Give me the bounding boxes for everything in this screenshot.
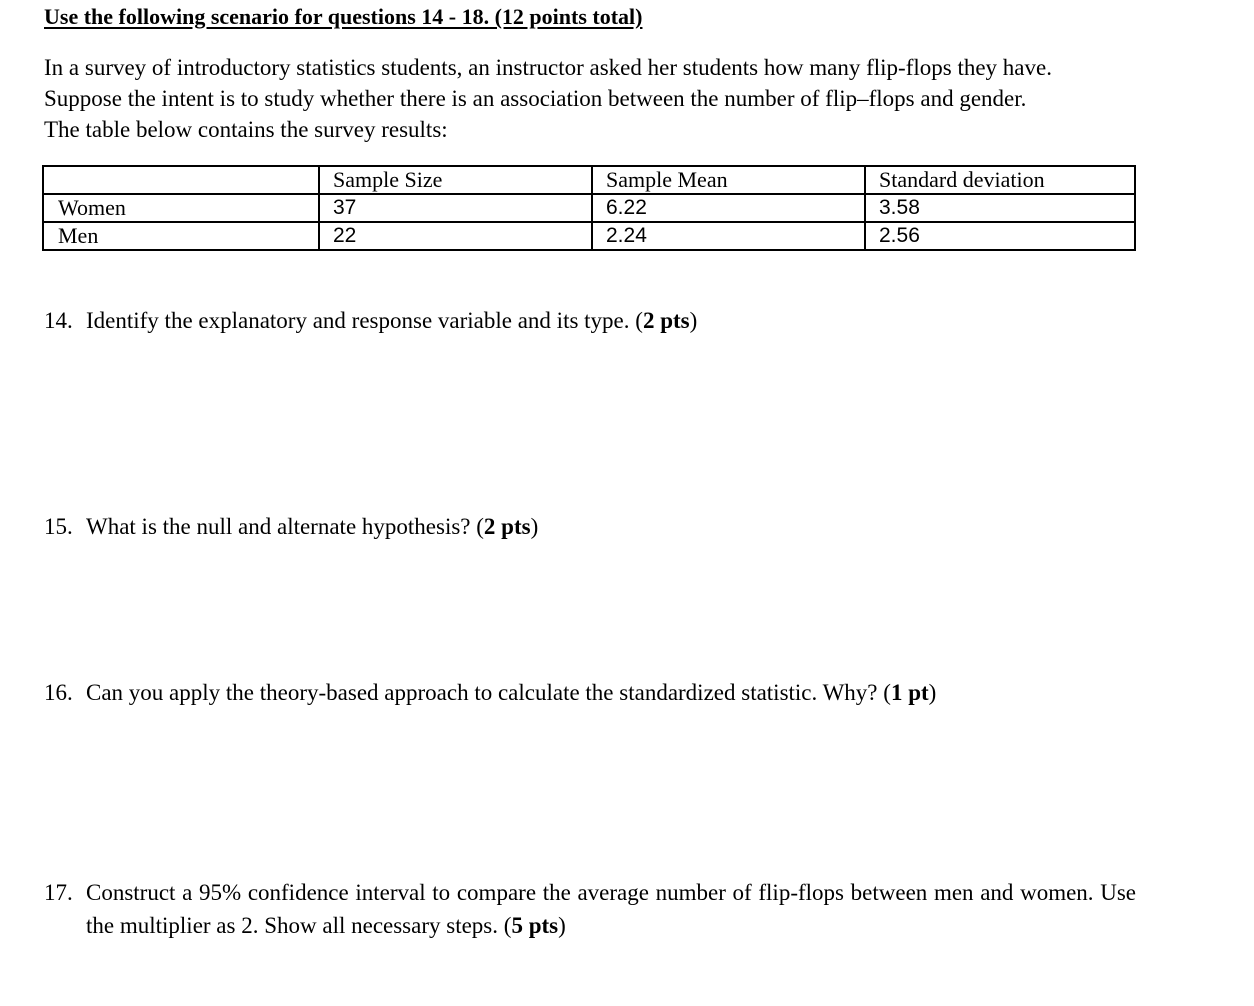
question-14 (44, 304, 1136, 337)
scenario-paragraph (44, 52, 1136, 145)
points-value: 5 pts (511, 913, 559, 938)
question-number: 14. (44, 308, 73, 333)
points-open: ( (476, 514, 484, 539)
question-15 (44, 510, 1136, 543)
row-label: Men (43, 222, 319, 250)
question-number: 15. (44, 514, 73, 539)
survey-results-table (42, 165, 1136, 251)
table-header-cell: Sample Mean (592, 166, 865, 194)
question-prompt: What is the null and alternate hypothesis? (86, 514, 471, 539)
table-header-cell: Standard deviation (865, 166, 1135, 194)
points-close: ) (689, 308, 698, 333)
question-text (44, 304, 1136, 337)
question-text (44, 876, 1136, 942)
points-open: ( (503, 913, 512, 938)
question-16 (44, 676, 1136, 709)
points-value: 1 pt (890, 680, 929, 705)
question-prompt: Construct a 95% confidence interval to compare the average number of flip-flops between men and women. Use the multiplier as 2. Show all necessary steps. (86, 880, 1136, 938)
question-text (44, 510, 1136, 543)
question-text (44, 676, 1136, 709)
points-close: ) (928, 680, 937, 705)
table-header-row (43, 166, 1135, 194)
scenario-line: Suppose the intent is to study whether there is an association between the number of flip–flops and gender. (44, 86, 1027, 111)
scenario-line: In a survey of introductory statistics students, an instructor asked her students how many flip-flops they have. (44, 55, 1052, 80)
points-value: 2 pts (483, 514, 531, 539)
question-points (504, 913, 566, 938)
question-prompt: Can you apply the theory-based approach to calculate the standardized statistic. Why? (86, 680, 878, 705)
table-row (43, 194, 1135, 222)
table-header-cell (43, 166, 319, 194)
points-open: ( (883, 680, 891, 705)
sample-size-cell: 37 (319, 194, 592, 222)
question-points (476, 514, 538, 539)
question-number: 16. (44, 680, 73, 705)
scenario-line: The table below contains the survey results: (44, 117, 448, 142)
question-number: 17. (44, 880, 73, 905)
sample-mean-cell: 6.22 (592, 194, 865, 222)
question-points (883, 680, 936, 705)
points-open: ( (635, 308, 643, 333)
points-value: 2 pts (642, 308, 690, 333)
table-header-cell: Sample Size (319, 166, 592, 194)
question-17 (44, 876, 1136, 942)
points-close: ) (558, 913, 566, 938)
row-label: Women (43, 194, 319, 222)
sample-mean-cell: 2.24 (592, 222, 865, 250)
std-dev-cell: 3.58 (865, 194, 1135, 222)
question-points (635, 308, 697, 333)
sample-size-cell: 22 (319, 222, 592, 250)
std-dev-cell: 2.56 (865, 222, 1135, 250)
question-prompt: Identify the explanatory and response variable and its type. (86, 308, 630, 333)
section-heading: Use the following scenario for questions 14 - 18. (12 points total) (44, 4, 643, 29)
points-close: ) (530, 514, 539, 539)
table-row (43, 222, 1135, 250)
